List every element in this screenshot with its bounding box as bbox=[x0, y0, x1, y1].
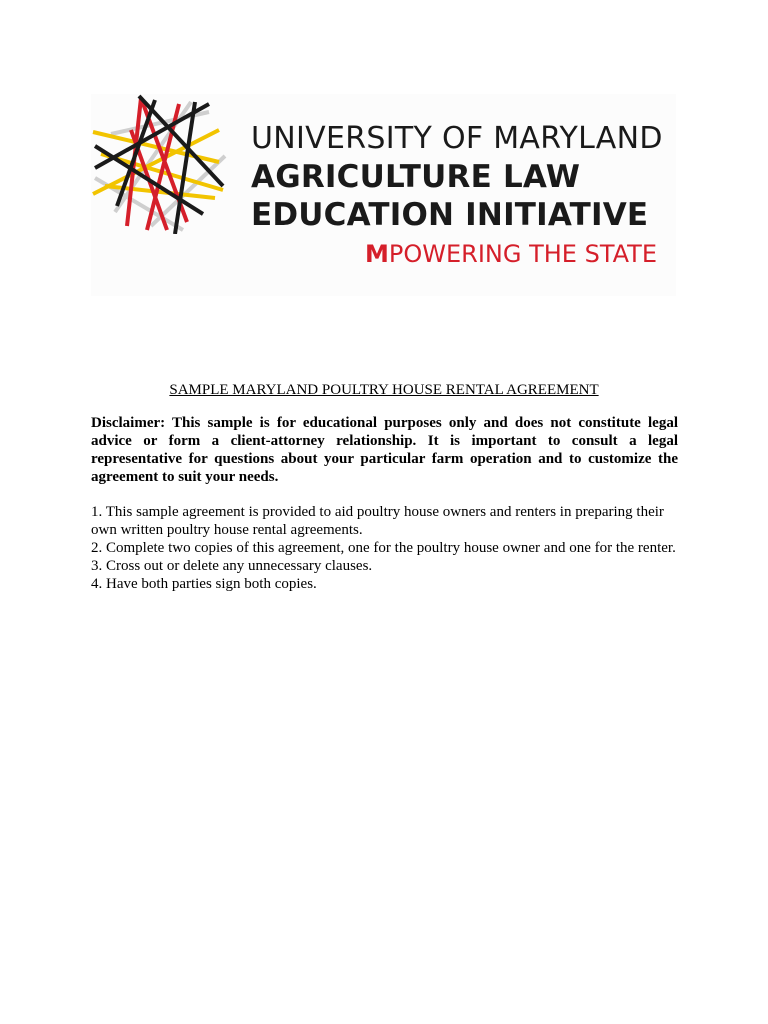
maryland-star-logo-icon bbox=[91, 94, 231, 234]
disclaimer-paragraph: Disclaimer: This sample is for educational purposes only and does not constitute legal advice or form a client-attorney relationship. It is important to consult a legal representative for questions about your particular farm operation and to customize the agreement to suit your needs. bbox=[91, 415, 678, 485]
document-title: SAMPLE MARYLAND POULTRY HOUSE RENTAL AGREEMENT bbox=[169, 382, 599, 398]
org-name-line-3: EDUCATION INITIATIVE bbox=[251, 197, 649, 233]
tagline-m: M bbox=[365, 240, 389, 268]
instructions-list bbox=[91, 503, 678, 593]
instruction-item: 3. Cross out or delete any unnecessary clauses. bbox=[91, 558, 373, 574]
tagline-rest: POWERING THE STATE bbox=[388, 240, 657, 268]
header-banner bbox=[91, 94, 676, 296]
instruction-item: 4. Have both parties sign both copies. bbox=[91, 576, 317, 592]
instruction-item: 1. This sample agreement is provided to aid poultry house owners and renters in preparing their own written poultry house rental agreements. bbox=[91, 504, 664, 538]
instruction-item: 2. Complete two copies of this agreement, one for the poultry house owner and one for the renter. bbox=[91, 540, 676, 556]
org-name-line-2: AGRICULTURE LAW bbox=[251, 159, 581, 195]
org-name-line-1: UNIVERSITY OF MARYLAND bbox=[251, 121, 663, 156]
tagline bbox=[365, 242, 657, 266]
